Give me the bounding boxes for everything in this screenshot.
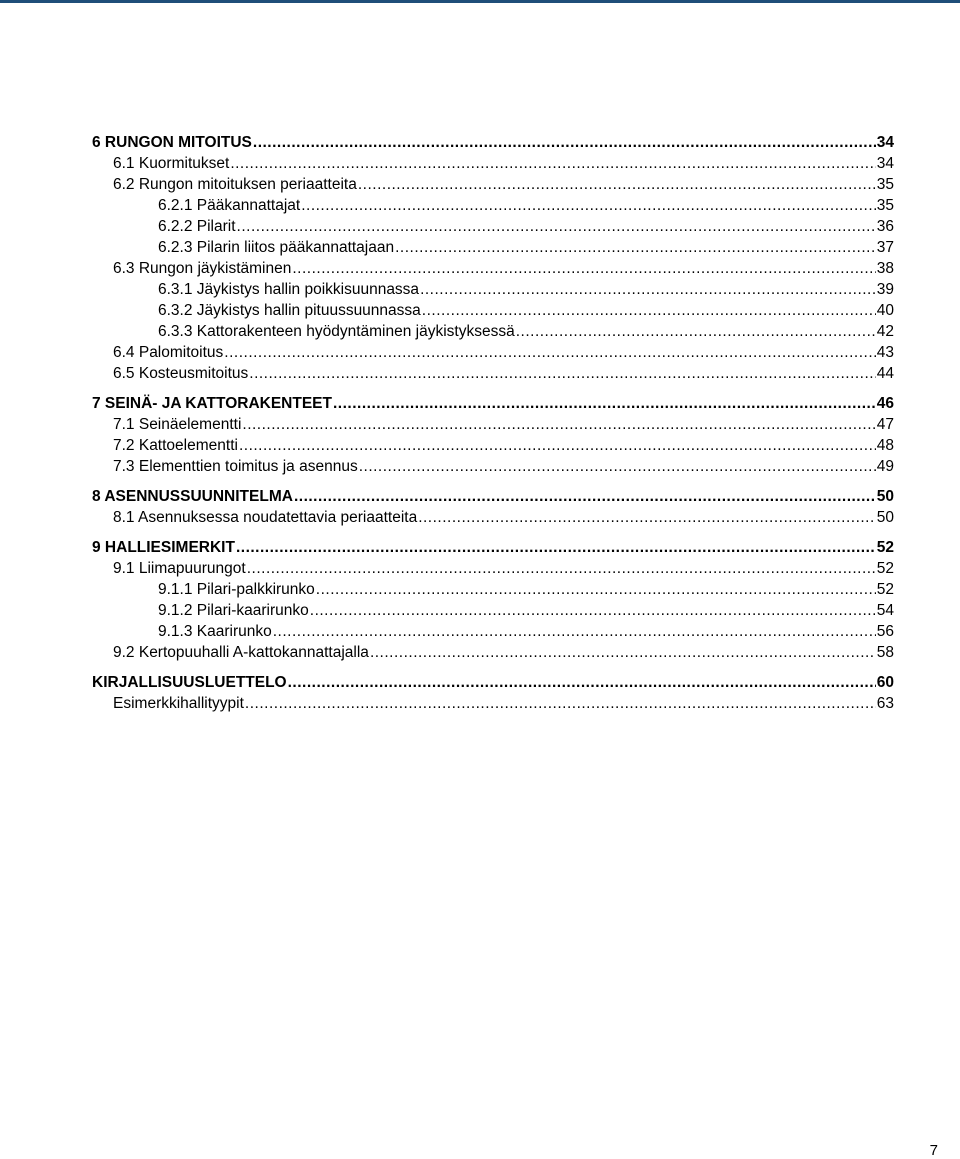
toc-leader-dots [395, 237, 876, 258]
toc-entry-page: 38 [876, 260, 894, 277]
toc-leader-dots [310, 600, 876, 621]
table-of-contents [92, 132, 894, 714]
toc-entry-page: 49 [876, 458, 894, 475]
toc-leader-dots [333, 393, 876, 414]
toc-entry-page: 43 [876, 344, 894, 361]
toc-entry[interactable] [92, 363, 894, 384]
toc-entry-label: 6.2.3 Pilarin liitos pääkannattajaan [158, 239, 395, 256]
toc-entry-label: 6.3.1 Jäykistys hallin poikkisuunnassa [158, 281, 420, 298]
toc-leader-dots [230, 153, 875, 174]
toc-entry-page: 34 [876, 134, 894, 151]
toc-entry[interactable] [92, 174, 894, 195]
toc-entry[interactable] [92, 153, 894, 174]
toc-entry-page: 46 [876, 395, 894, 412]
toc-leader-dots [273, 621, 876, 642]
toc-entry[interactable] [92, 342, 894, 363]
toc-entry[interactable] [92, 486, 894, 507]
toc-entry-label: 9.1 Liimapuurungot [113, 560, 246, 577]
toc-leader-dots [288, 672, 876, 693]
toc-leader-dots [358, 174, 876, 195]
toc-leader-dots [292, 258, 875, 279]
page-number: 7 [929, 1142, 938, 1159]
toc-entry-page: 50 [876, 488, 894, 505]
toc-entry[interactable] [92, 693, 894, 714]
toc-entry-page: 50 [876, 509, 894, 526]
toc-entry-page: 54 [876, 602, 894, 619]
toc-entry-label: 7.3 Elementtien toimitus ja asennus [113, 458, 358, 475]
toc-leader-dots [316, 579, 876, 600]
toc-entry[interactable] [92, 216, 894, 237]
toc-entry-label: 9.1.1 Pilari-palkkirunko [158, 581, 315, 598]
toc-leader-dots [224, 342, 875, 363]
toc-entry[interactable] [92, 393, 894, 414]
toc-leader-dots [422, 300, 876, 321]
toc-entry-label: 6.3.2 Jäykistys hallin pituussuunnassa [158, 302, 421, 319]
toc-leader-dots [236, 537, 876, 558]
toc-entry[interactable] [92, 300, 894, 321]
toc-entry-label: 6.2.1 Pääkannattajat [158, 197, 301, 214]
toc-entry-label: 8 ASENNUSSUUNNITELMA [92, 488, 293, 505]
toc-leader-dots [370, 642, 876, 663]
toc-entry[interactable] [92, 621, 894, 642]
toc-entry-label: 9 HALLIESIMERKIT [92, 539, 235, 556]
toc-entry[interactable] [92, 435, 894, 456]
toc-entry[interactable] [92, 132, 894, 153]
toc-entry[interactable] [92, 279, 894, 300]
toc-entry-label: 7.2 Kattoelementti [113, 437, 238, 454]
toc-entry-page: 36 [876, 218, 894, 235]
toc-entry[interactable] [92, 507, 894, 528]
toc-entry[interactable] [92, 237, 894, 258]
toc-entry-page: 52 [876, 560, 894, 577]
toc-entry-label: 6.1 Kuormitukset [113, 155, 230, 172]
toc-entry-page: 37 [876, 239, 894, 256]
toc-entry-page: 42 [876, 323, 894, 340]
toc-entry-label: Esimerkkihallityypit [113, 695, 244, 712]
toc-leader-dots [245, 693, 876, 714]
toc-leader-dots [253, 132, 876, 153]
toc-entry[interactable] [92, 600, 894, 621]
toc-entry-label: 6.2 Rungon mitoituksen periaatteita [113, 176, 357, 193]
toc-leader-dots [239, 435, 876, 456]
toc-entry-label: 6 RUNGON MITOITUS [92, 134, 252, 151]
toc-entry-label: 9.1.3 Kaarirunko [158, 623, 272, 640]
toc-entry[interactable] [92, 456, 894, 477]
toc-entry-page: 52 [876, 539, 894, 556]
toc-entry-page: 56 [876, 623, 894, 640]
toc-entry[interactable] [92, 321, 894, 342]
toc-entry-label: 6.3 Rungon jäykistäminen [113, 260, 292, 277]
top-rule [0, 0, 960, 3]
toc-entry-label: 7.1 Seinäelementti [113, 416, 242, 433]
toc-entry[interactable] [92, 537, 894, 558]
toc-entry[interactable] [92, 558, 894, 579]
toc-entry-label: 9.1.2 Pilari-kaarirunko [158, 602, 309, 619]
toc-entry-label: KIRJALLISUUSLUETTELO [92, 674, 287, 691]
toc-entry[interactable] [92, 414, 894, 435]
toc-entry-page: 35 [876, 197, 894, 214]
toc-entry-page: 52 [876, 581, 894, 598]
toc-leader-dots [301, 195, 876, 216]
toc-entry-label: 9.2 Kertopuuhalli A-kattokannattajalla [113, 644, 369, 661]
toc-entry-label: 6.5 Kosteusmitoitus [113, 365, 249, 382]
toc-leader-dots [359, 456, 876, 477]
toc-entry-page: 63 [876, 695, 894, 712]
toc-entry[interactable] [92, 258, 894, 279]
toc-entry-page: 39 [876, 281, 894, 298]
toc-entry-page: 44 [876, 365, 894, 382]
toc-entry-page: 47 [876, 416, 894, 433]
toc-entry-label: 6.3.3 Kattorakenteen hyödyntäminen jäykistyksessä [158, 323, 515, 340]
toc-leader-dots [516, 321, 876, 342]
toc-leader-dots [247, 558, 876, 579]
toc-entry-page: 58 [876, 644, 894, 661]
toc-entry-label: 8.1 Asennuksessa noudatettavia periaatteita [113, 509, 418, 526]
toc-leader-dots [242, 414, 875, 435]
toc-entry-page: 35 [876, 176, 894, 193]
toc-entry[interactable] [92, 642, 894, 663]
toc-entry[interactable] [92, 195, 894, 216]
toc-leader-dots [294, 486, 876, 507]
toc-leader-dots [237, 216, 876, 237]
toc-entry-page: 34 [876, 155, 894, 172]
toc-entry-label: 7 SEINÄ- JA KATTORAKENTEET [92, 395, 332, 412]
toc-entry-page: 60 [876, 674, 894, 691]
toc-entry[interactable] [92, 579, 894, 600]
toc-entry-label: 6.4 Palomitoitus [113, 344, 224, 361]
toc-entry[interactable] [92, 672, 894, 693]
toc-leader-dots [249, 363, 875, 384]
toc-entry-page: 48 [876, 437, 894, 454]
toc-entry-page: 40 [876, 302, 894, 319]
toc-leader-dots [420, 279, 876, 300]
toc-leader-dots [418, 507, 876, 528]
toc-entry-label: 6.2.2 Pilarit [158, 218, 236, 235]
